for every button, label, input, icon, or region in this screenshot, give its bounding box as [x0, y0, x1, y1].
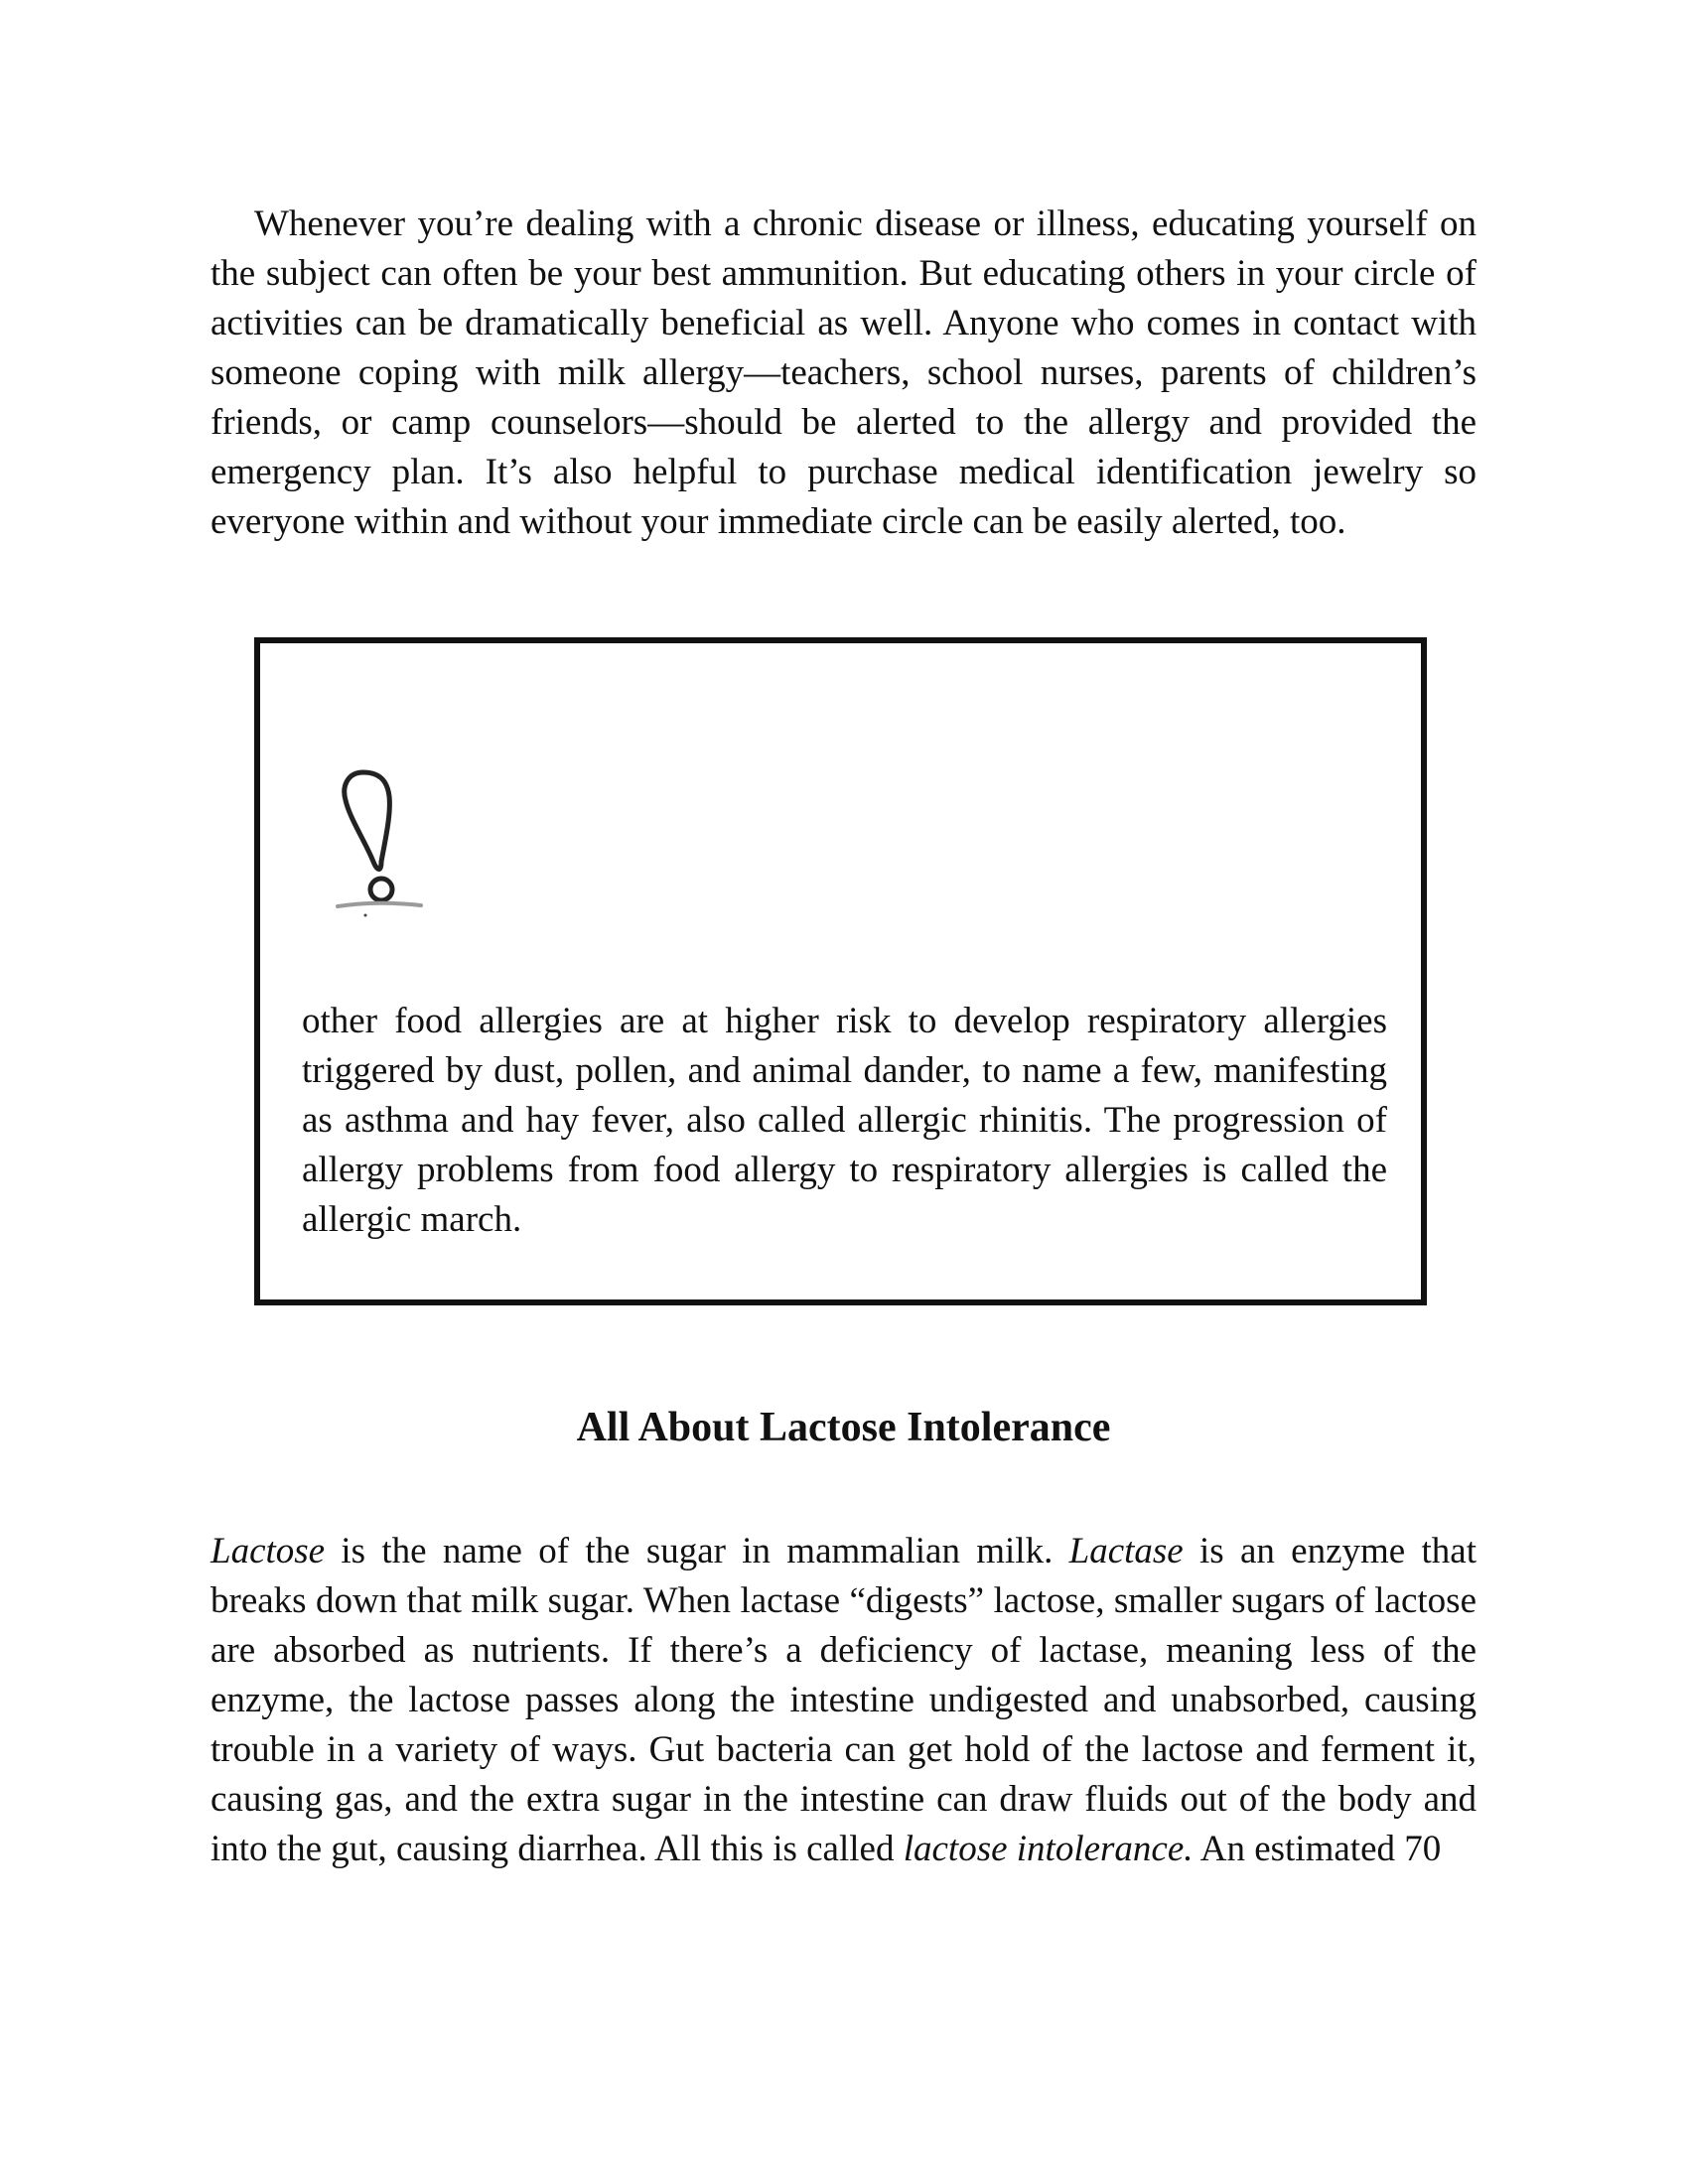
- callout-box: [254, 637, 1427, 1305]
- term-lactose: Lactose: [211, 1531, 326, 1571]
- paragraph-text: An estimated 70: [1193, 1829, 1442, 1869]
- term-lactose-intolerance: lactose intolerance.: [903, 1829, 1194, 1869]
- exclamation-icon: [330, 762, 439, 921]
- callout-text: other food allergies are at higher risk to develop respiratory allergies triggered by dust, pollen, and animal dander, to name a few, manifesting as asthma and hay fever, also called allergic rhinitis. The progression of allergy problems from food allergy to respiratory allergies is called the allergic march.: [302, 1001, 1387, 1240]
- intro-paragraph: Whenever you’re dealing with a chronic disease or illness, educating yourself on the subject can often be your best ammunition. But educating others in your circle of activities can be dramatically beneficial as well. Anyone who comes in contact with someone coping with milk allergy—teachers, school nurses, parents of children’s friends, or camp counselors—should be alerted to the allergy and provided the emergency plan. It’s also helpful to purchase medical identification jewelry so everyone within and without your immediate circle can be easily alerted, too.: [211, 204, 1477, 542]
- section-heading: All About Lactose Intolerance: [576, 1405, 1111, 1450]
- term-lactase: Lactase: [1068, 1531, 1184, 1571]
- lactose-paragraph: [211, 1527, 1477, 1874]
- paragraph-text: is an enzyme that breaks down that milk sugar. When lactase “digests” lactose, smaller sugars of lactose are absorbed as nutrients. If there’s a deficiency of lactase, meaning less of the enzyme, the lactose passes along the intestine undigested and unabsorbed, causing trouble in a variety of ways. Gut bacteria can get hold of the lactose and ferment it, causing gas, and the extra sugar in the intestine can draw fluids out of the body and into the gut, causing diarrhea. All this is called: [211, 1531, 1477, 1869]
- paragraph-text: is the name of the sugar in mammalian milk.: [325, 1531, 1069, 1571]
